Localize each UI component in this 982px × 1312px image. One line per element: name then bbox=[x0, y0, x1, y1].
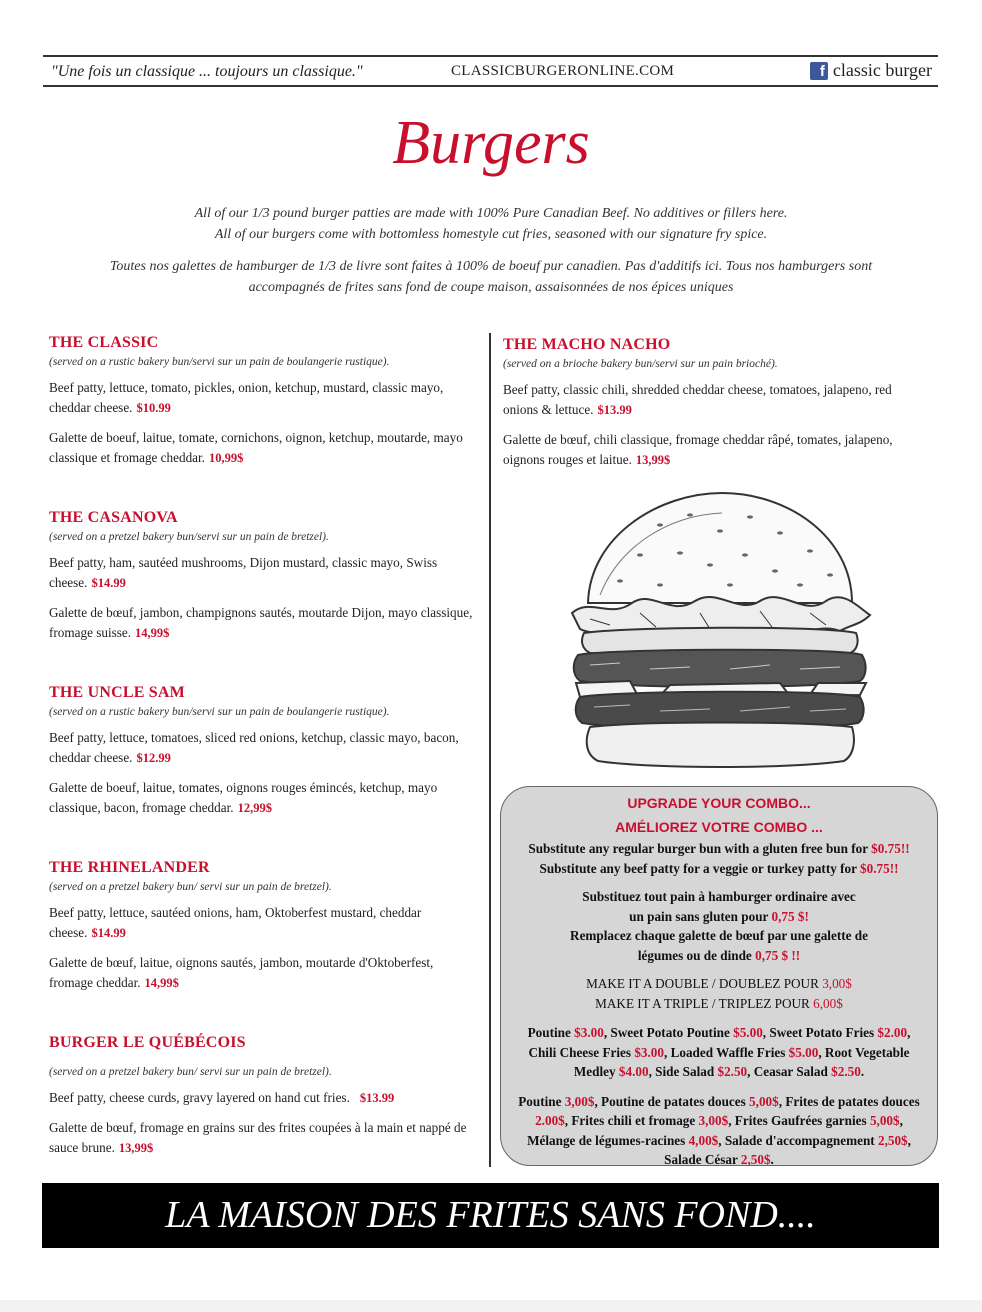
price-fr: 14,99$ bbox=[144, 976, 179, 990]
slogan: "Une fois un classique ... toujours un classique." bbox=[51, 63, 363, 80]
intro-en-line1: All of our 1/3 pound burger patties are made with 100% Pure Canadian Beef. No additives or fillers here. bbox=[194, 206, 788, 221]
item-bun: (served on a pretzel bakery bun/ servi sur un pain de bretzel). bbox=[49, 1066, 332, 1078]
item-desc-fr: Galette de bœuf, laitue, oignons sautés, jambon, moutarde d'Oktoberfest, fromage cheddar. 14,99$ bbox=[49, 955, 434, 990]
item-desc-en: Beef patty, lettuce, tomato, pickles, onion, ketchup, mustard, classic mayo, cheddar cheese. $10.99 bbox=[49, 380, 444, 415]
price-fr: 12,99$ bbox=[237, 801, 272, 815]
footer-banner: LA MAISON DES FRITES SANS FOND.... bbox=[42, 1183, 939, 1248]
item-name: THE CASANOVA bbox=[49, 509, 178, 526]
price-en: $12.99 bbox=[136, 751, 171, 765]
combo-heading-fr: AMÉLIOREZ VOTRE COMBO ... bbox=[615, 819, 823, 835]
combo-upgrade-box bbox=[500, 786, 938, 1166]
item-name: BURGER LE QUÉBÉCOIS bbox=[49, 1034, 246, 1051]
item-desc-fr: Galette de boeuf, laitue, tomates, oignons rouges émincés, ketchup, mayo classique, bacon, fromage cheddar. 12,99$ bbox=[49, 780, 438, 815]
item-desc-fr: Galette de bœuf, fromage en grains sur des frites coupées à la main et nappé de sauce brune. 13,99$ bbox=[49, 1120, 467, 1155]
column-divider bbox=[489, 333, 491, 1167]
combo-sides-en: Poutine $3.00, Sweet Potato Poutine $5.00, Sweet Potato Fries $2.00, Chili Cheese Fries $3.00, Loaded Waffle Fries $5.00, Root Vegetable Medley $4.00, Side Salad $2.50, Ceasar Salad $2.50. bbox=[527, 1025, 911, 1079]
price-fr: 14,99$ bbox=[135, 626, 170, 640]
price-en: $13.99 bbox=[359, 1091, 395, 1105]
combo-substitutions-fr: Substituez tout pain à hamburger ordinaire avec un pain sans gluten pour 0,75 $! Remplacez chaque galette de bœuf par une galette de légumes ou de dinde 0,75 $ !! bbox=[570, 889, 868, 963]
menu-item-macho-nacho bbox=[503, 336, 923, 470]
page-bottom-strip bbox=[0, 1300, 982, 1312]
intro-fr-line2: accompagnés de frites sans fond de coupe maison, assaisonnées de nos épices uniques bbox=[248, 280, 734, 295]
price-fr: 13,99$ bbox=[635, 453, 671, 467]
facebook-link[interactable] bbox=[810, 60, 932, 81]
intro-french bbox=[60, 256, 922, 298]
menu-item-uncle-sam bbox=[49, 684, 479, 818]
item-bun: (served on a brioche bakery bun/servi sur un pain brioché). bbox=[503, 358, 778, 370]
price-en: $14.99 bbox=[91, 576, 126, 590]
price-en: $10.99 bbox=[136, 401, 171, 415]
item-desc-en: Beef patty, lettuce, sautéed onions, ham, Oktoberfest mustard, cheddar cheese. $14.99 bbox=[49, 905, 422, 940]
item-desc-en: Beef patty, cheese curds, gravy layered on hand cut fries. $13.99 bbox=[49, 1090, 395, 1105]
item-desc-en: Beef patty, lettuce, tomatoes, sliced red onions, ketchup, classic mayo, bacon, cheddar cheese. $12.99 bbox=[49, 730, 459, 765]
price-fr: 10,99$ bbox=[208, 451, 244, 465]
menu-item-quebecois bbox=[49, 1034, 479, 1158]
combo-substitutions-en: Substitute any regular burger bun with a gluten free bun for $0.75!! Substitute any beef patty for a veggie or turkey patty for $0.75!! bbox=[528, 841, 910, 876]
facebook-label: classic burger bbox=[832, 60, 932, 80]
item-bun: (served on a pretzel bakery bun/ servi sur un pain de bretzel). bbox=[49, 881, 332, 893]
item-desc-fr: Galette de bœuf, chili classique, fromage cheddar râpé, tomates, jalapeno, oignons rouges et laitue. 13,99$ bbox=[503, 432, 893, 467]
price-en: $14.99 bbox=[91, 926, 126, 940]
top-bar bbox=[43, 55, 938, 87]
menu-item-rhinelander bbox=[49, 859, 479, 993]
item-desc-en: Beef patty, classic chili, shredded cheddar cheese, tomatoes, jalapeno, red onions & lettuce. $13.99 bbox=[503, 382, 892, 417]
item-desc-fr: Galette de boeuf, laitue, tomate, cornichons, oignon, ketchup, moutarde, mayo classique et fromage cheddar. 10,99$ bbox=[49, 430, 463, 465]
item-name: THE CLASSIC bbox=[49, 334, 159, 351]
item-name: THE MACHO NACHO bbox=[503, 336, 671, 353]
facebook-icon: f bbox=[810, 62, 828, 80]
price-fr: 13,99$ bbox=[118, 1141, 154, 1155]
item-bun: (served on a rustic bakery bun/servi sur un pain de boulangerie rustique). bbox=[49, 706, 390, 718]
website-link[interactable]: CLASSICBURGERONLINE.COM bbox=[451, 63, 675, 79]
item-bun: (served on a pretzel bakery bun/servi sur un pain de bretzel). bbox=[49, 531, 329, 543]
item-name: THE RHINELANDER bbox=[49, 859, 210, 876]
intro-en-line2: All of our burgers come with bottomless homestyle cut fries, seasoned with our signature fry spice. bbox=[214, 227, 768, 242]
page-title: Burgers bbox=[392, 109, 590, 177]
combo-double-triple: MAKE IT A DOUBLE / DOUBLEZ POUR 3,00$ MAKE IT A TRIPLE / TRIPLEZ POUR 6,00$ bbox=[586, 976, 852, 1011]
item-desc-en: Beef patty, ham, sautéed mushrooms, Dijon mustard, classic mayo, Swiss cheese. $14.99 bbox=[49, 555, 438, 590]
item-bun: (served on a rustic bakery bun/servi sur un pain de boulangerie rustique). bbox=[49, 356, 390, 368]
intro-fr-line1: Toutes nos galettes de hamburger de 1/3 de livre sont faites à 100% de boeuf pur canadien. Pas d'additifs ici. Tous nos hamburgers sont bbox=[109, 259, 873, 274]
combo-sides-fr: Poutine 3,00$, Poutine de patates douces 5,00$, Frites de patates douces 2.00$, Frites chili et fromage 3,00$, Frites Gaufrées garnies 5,00$, Mélange de légumes-racines 4,00$, Salade d'accompagnement 2,50$, Salade César 2,50$. bbox=[518, 1093, 920, 1167]
price-en: $13.99 bbox=[597, 403, 632, 417]
menu-item-casanova bbox=[49, 509, 479, 643]
burger-illustration-icon bbox=[560, 485, 880, 775]
item-desc-fr: Galette de bœuf, jambon, champignons sautés, moutarde Dijon, mayo classique, fromage suisse. 14,99$ bbox=[49, 605, 473, 640]
combo-heading-en: UPGRADE YOUR COMBO... bbox=[627, 795, 811, 811]
intro-english bbox=[60, 203, 922, 245]
item-name: THE UNCLE SAM bbox=[49, 684, 185, 701]
menu-item-classic bbox=[49, 334, 479, 468]
